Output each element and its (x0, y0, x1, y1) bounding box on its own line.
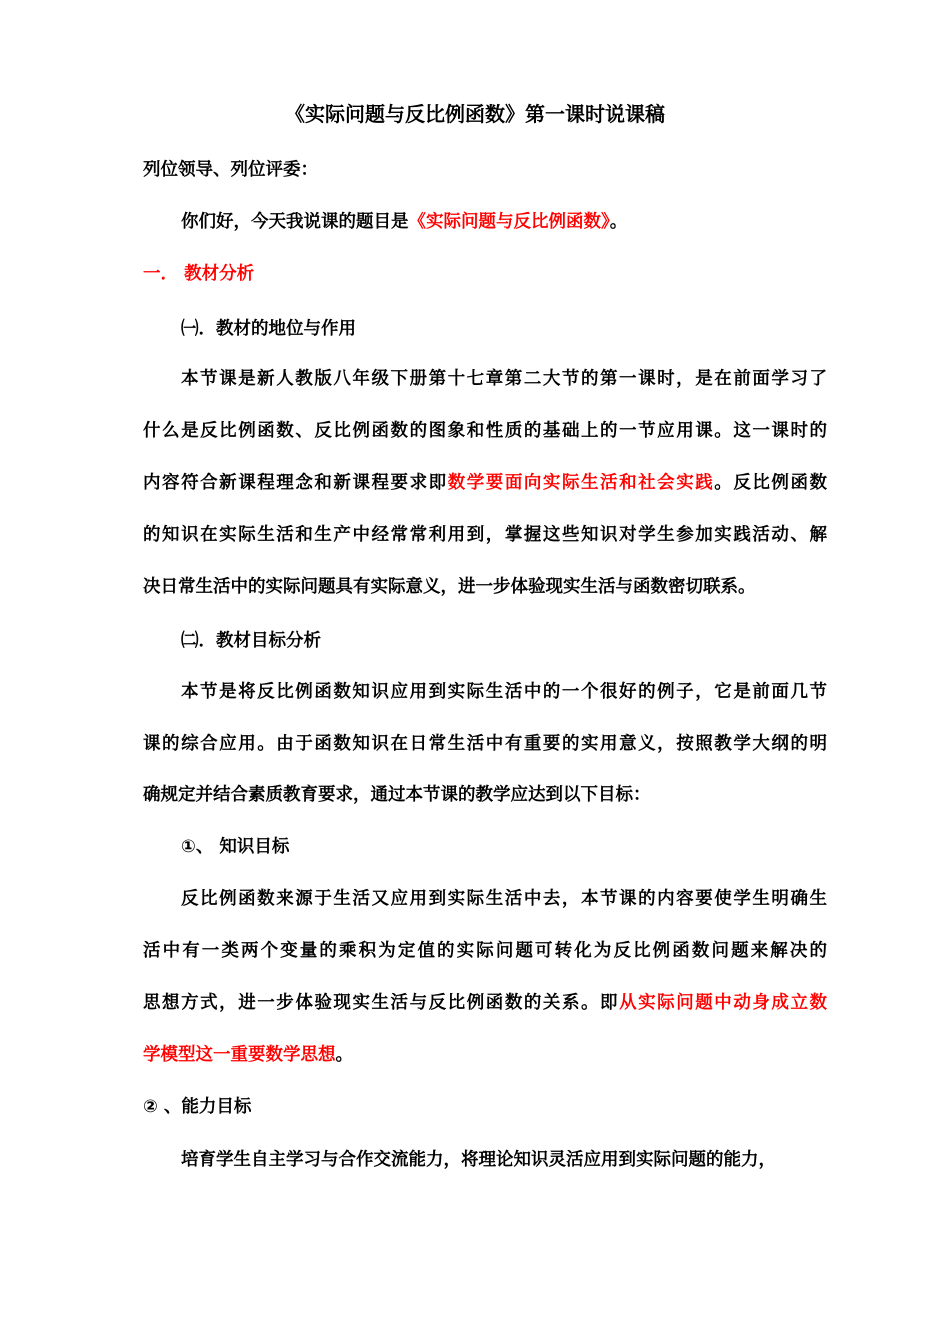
p4-line-1: 培育学生自主学习与合作交流能力，将理论知识灵活应用到实际问题的能力， (181, 1150, 776, 1170)
p3-line-1: 反比例函数来源于生活又应用到实际生活中去，本节课的内容要使学生明确生 (181, 889, 827, 909)
p1-line-3-start: 内容符合新课程理念和新课程要求即 (143, 473, 448, 493)
goal-heading-1: ①、 知识目标 (181, 837, 290, 857)
p1-highlight: 数学要面向实际生活和社会实践 (447, 473, 715, 493)
subheading-1: ㈠．教材的地位与作用 (181, 319, 356, 339)
p3-line-3 (143, 990, 827, 1016)
document-title: 《实际问题与反比例函数》第一课时说课稿 (285, 102, 665, 126)
p1-line-1: 本节课是新人教版八年级下册第十七章第二大节的第一课时，是在前面学习了 (181, 369, 827, 389)
p2-line-1: 本节是将反比例函数知识应用到实际生活中的一个很好的例子，它是前面几节 (181, 682, 827, 702)
p1-line-2: 什么是反比例函数、反比例函数的图象和性质的基础上的一节应用课。这一课时的 (143, 421, 827, 441)
greeting: 列位领导、列位评委： (143, 160, 318, 180)
section-heading-1 (143, 261, 827, 287)
intro-highlight: 《实际问题与反比例函数》 (408, 212, 610, 232)
intro-text: 你们好，今天我说课的题目是 (181, 212, 409, 232)
goal-heading-2: ② 、能力目标 (143, 1097, 252, 1117)
subheading-2: ㈡．教材目标分析 (181, 631, 321, 651)
p3-line-2: 活中有一类两个变量的乘积为定值的实际问题可转化为反比例函数问题来解决的 (143, 941, 827, 961)
p3-highlight-a: 从实际问题中动身成立数 (619, 993, 828, 1013)
intro-line (181, 209, 827, 235)
p2-line-2: 课的综合应用。由于函数知识在日常生活中有重要的实用意义，按照教学大纲的明 (143, 734, 827, 754)
p3-highlight-b: 学模型这一重要数学思想 (143, 1045, 336, 1065)
intro-end: 。 (609, 212, 628, 232)
section-number: 一． (143, 264, 178, 284)
p1-line-3 (143, 470, 827, 496)
p3-line-4-end: 。 (335, 1045, 353, 1065)
p1-line-4: 的知识在实际生活和生产中经常常利用到，掌握这些知识对学生参加实践活动、解 (143, 525, 827, 545)
p3-line-4 (143, 1042, 827, 1068)
p2-line-3: 确规定并结合素质教育要求，通过本节课的教学应达到以下目标： (143, 785, 651, 805)
section-title: 教材分析 (184, 264, 255, 284)
p1-line-3-end: 。反比例函数 (714, 473, 828, 493)
p1-line-5: 决日常生活中的实际问题具有实际意义，进一步体验现实生活与函数密切联系。 (143, 577, 756, 597)
p3-line-3-start: 思想方式，进一步体验现实生活与反比例函数的关系。即 (143, 993, 620, 1013)
